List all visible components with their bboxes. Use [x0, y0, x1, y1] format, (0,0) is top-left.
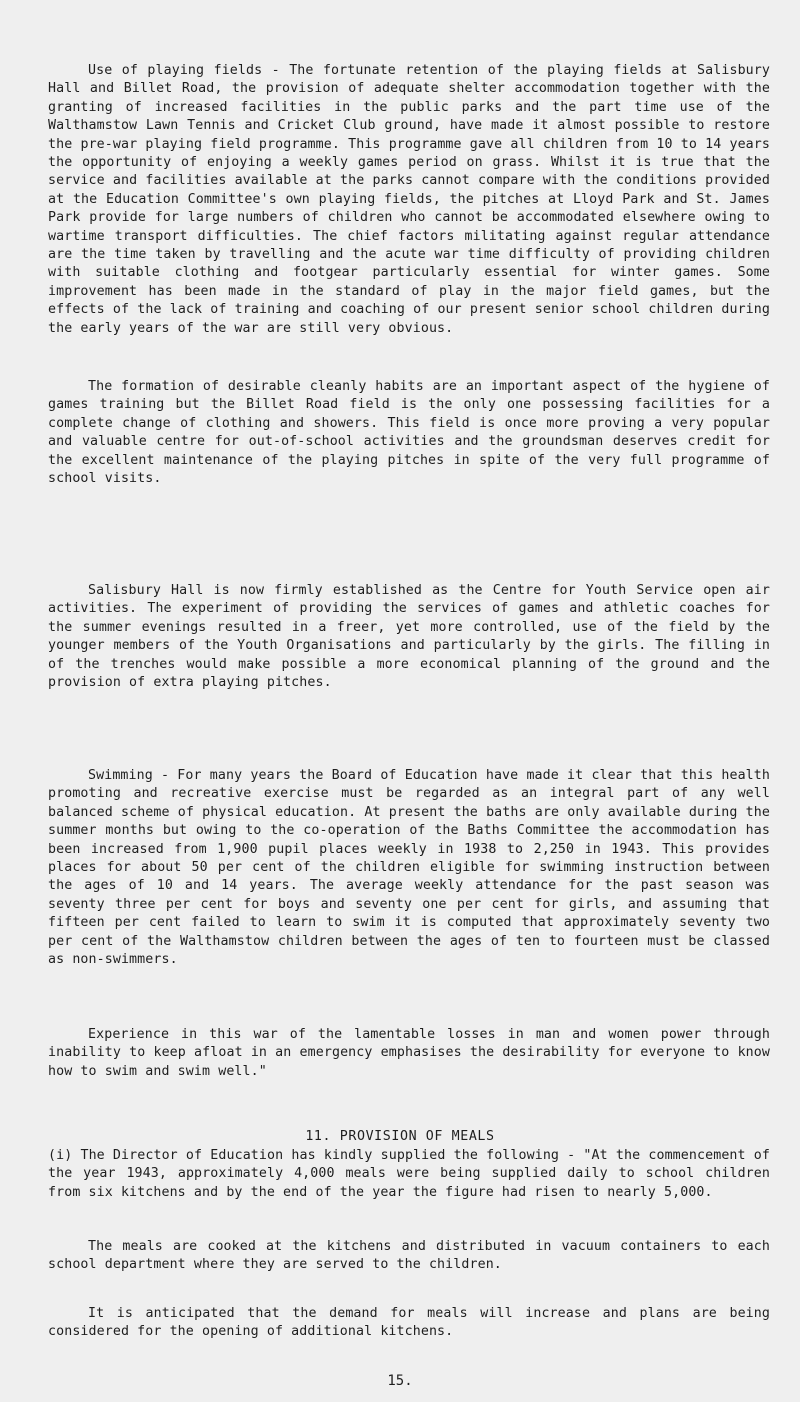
paragraph-hygiene: The formation of desirable cleanly habits are an important aspect of the hygiene of games training but the Billet Road field is the only one possessing facilities for a complete change of clothing and showers. This field is once more proving a very popular and valuable centre for out-of-school activities and the groundsman deserves credit for the excellent maintenance of the playing pitches in spite of the very full programme of school visits.: [48, 379, 770, 487]
paragraph-salisbury-hall: Salisbury Hall is now firmly established as the Centre for Youth Service open air activities. The experiment of providing the services of games and athletic coaches for the summer evenings resulted in a freer, yet more controlled, use of the field by the younger members of the Youth Organisations and particularly by the girls. The filling in of the trenches would make possible a more economical planning of the ground and the provision of extra playing pitches.: [48, 583, 770, 691]
paragraph-meals-cooked: The meals are cooked at the kitchens and distributed in vacuum containers to each school department where they are served to the children.: [48, 1239, 770, 1273]
section-heading-provision-of-meals: 11. PROVISION OF MEALS: [305, 1129, 495, 1144]
page-number: 15.: [387, 1373, 413, 1389]
paragraph-experience: Experience in this war of the lamentable losses in man and women power through inability to keep afloat in an emergency emphasises the desirability for everyone to know how to swim and swim well.": [48, 1027, 770, 1079]
paragraph-meals-demand: It is anticipated that the demand for meals will increase and plans are being considered for the opening of additional kitchens.: [48, 1306, 770, 1340]
paragraph-playing-fields: Use of playing fields - The fortunate retention of the playing fields at Salisbury Hall and Billet Road, the provision of adequate shelter accommodation together with the granting of increased facilities in the public parks and the part time use of the Walthamstow Lawn Tennis and Cricket Club ground, have made it almost possible to restore the pre-war playing field programme. This programme gave all children from 10 to 14 years the opportunity of enjoying a weekly games period on grass. Whilst it is true that the service and facilities available at the parks cannot compare with the conditions provided at the Education Committee's own playing fields, the pitches at Lloyd Park and St. James Park provide for large numbers of children who cannot be accommodated elsewhere owing to wartime transport difficulties. The chief factors militating against regular attendance are the time taken by travelling and the acute war time difficulty of providing children with suitable clothing and footgear particularly essential for winter games. Some improvement has been made in the standard of play in the major field games, but the effects of the lack of training and coaching of our present senior school children during the early years of the war are still very obvious.: [48, 63, 770, 336]
paragraph-meals-intro: (i) The Director of Education has kindly supplied the following - "At the commencement of the year 1943, approximately 4,000 meals were being supplied daily to school children from six kitchens and by the end of the year the figure had risen to nearly 5,000.: [48, 1148, 770, 1200]
paragraph-swimming: Swimming - For many years the Board of Education have made it clear that this health promoting and recreative exercise must be regarded as an integral part of any well balanced scheme of physical education. At present the baths are only available during the summer months but owing to the co-operation of the Baths Committee the accommodation has been increased from 1,900 pupil places weekly in 1938 to 2,250 in 1943. This provides places for about 50 per cent of the children eligible for swimming instruction between the ages of 10 and 14 years. The average weekly attendance for the past season was seventy three per cent for boys and seventy one per cent for girls, and assuming that fifteen per cent failed to learn to swim it is computed that approximately seventy two per cent of the Walthamstow children between the ages of ten to fourteen must be classed as non-swimmers.: [48, 768, 770, 968]
